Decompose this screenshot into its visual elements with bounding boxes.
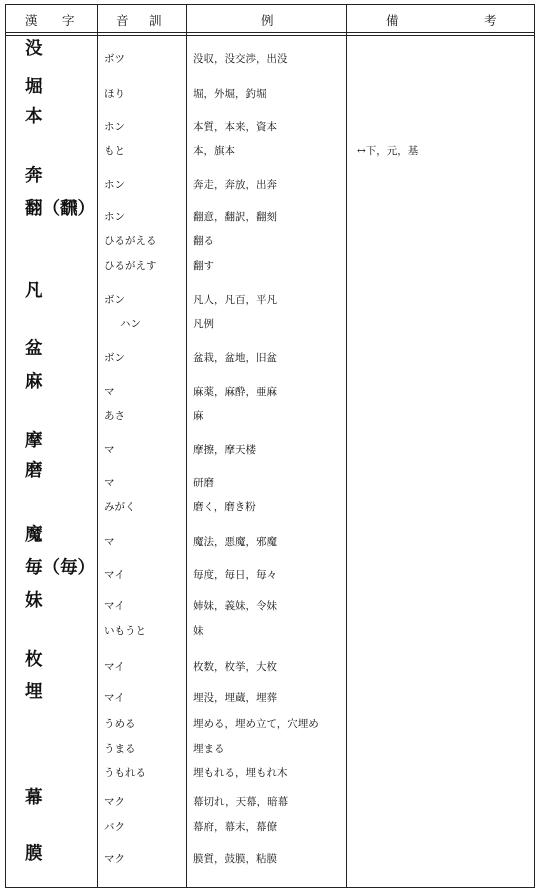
example-cell: 研磨: [193, 477, 214, 489]
reading-cell: マ: [104, 536, 115, 548]
example-cell: 埋没，埋蔵，埋葬: [193, 692, 277, 704]
column-divider-3: [346, 4, 347, 888]
column-divider-2: [186, 4, 187, 888]
example-cell: 翻る: [193, 235, 214, 247]
reading-cell: マク: [104, 796, 125, 808]
kanji-cell: 毎（毎）: [25, 558, 95, 578]
example-cell: 幕切れ，天幕，暗幕: [193, 796, 289, 808]
header-notes-1: 備: [386, 13, 399, 28]
kanji-cell: 妹: [25, 591, 43, 611]
example-cell: 磨く，磨き粉: [193, 501, 256, 513]
kanji-cell: 埋: [25, 682, 43, 702]
example-cell: 麻薬，麻酔，亜麻: [193, 386, 277, 398]
header-kanji-1: 漢: [25, 13, 38, 28]
kanji-cell: 翻（飜）: [25, 199, 95, 219]
kanji-cell: 摩: [25, 431, 43, 451]
header-onkun-1: 音: [116, 13, 129, 28]
kanji-cell: 盆: [25, 339, 43, 359]
header-kanji-2: 字: [62, 13, 75, 28]
kanji-cell: 磨: [25, 461, 43, 481]
reading-cell: あさ: [104, 410, 125, 422]
header-divider-double: [5, 35, 535, 36]
example-cell: 膜質，鼓膜，粘膜: [193, 853, 277, 865]
example-cell: 本，旗本: [193, 145, 235, 157]
kanji-cell: 堀: [25, 77, 43, 97]
example-cell: 堀，外堀，釣堀: [193, 88, 267, 100]
reading-cell: マイ: [104, 661, 125, 673]
example-cell: 本質，本来，資本: [193, 121, 277, 133]
reading-cell: マク: [104, 853, 125, 865]
reading-cell: マイ: [104, 569, 125, 581]
reading-cell: マ: [104, 444, 115, 456]
example-cell: 摩擦，摩天楼: [193, 444, 256, 456]
reading-cell: みがく: [104, 501, 136, 513]
kanji-cell: 枚: [25, 650, 43, 670]
reading-cell: バク: [104, 821, 125, 833]
example-cell: 魔法，悪魔，邪魔: [193, 536, 277, 548]
example-cell: 幕府，幕末，幕僚: [193, 821, 277, 833]
example-cell: 翻す: [193, 260, 214, 272]
reading-cell: ボツ: [104, 53, 125, 65]
reading-cell: マイ: [104, 692, 125, 704]
reading-cell: マ: [104, 386, 115, 398]
reading-cell: ボン: [104, 294, 125, 306]
example-cell: 毎度，毎日，毎々: [193, 569, 277, 581]
example-cell: 凡例: [193, 318, 214, 330]
reading-cell: ホン: [104, 211, 125, 223]
example-cell: 姉妹，義妹，令妹: [193, 600, 277, 612]
example-cell: 盆栽，盆地，旧盆: [193, 352, 277, 364]
example-cell: 凡人，凡百，平凡: [193, 294, 277, 306]
kanji-cell: 没: [25, 39, 43, 59]
table-frame: [5, 4, 535, 888]
kanji-cell: 膜: [25, 844, 43, 864]
reading-cell: マイ: [104, 600, 125, 612]
example-cell: 翻意，翻訳，翻刻: [193, 211, 277, 223]
reading-cell: ハン: [120, 318, 141, 330]
example-cell: 麻: [193, 410, 204, 422]
example-cell: 枚数，枚挙，大枚: [193, 661, 277, 673]
example-cell: 埋める，埋め立て，穴埋め: [193, 718, 319, 730]
kanji-cell: 本: [25, 107, 43, 127]
reading-cell: ホン: [104, 121, 125, 133]
note-cell: ↔下，元，基: [357, 145, 419, 157]
example-cell: 奔走，奔放，出奔: [193, 179, 277, 191]
reading-cell: もと: [104, 145, 125, 157]
header-example: 例: [261, 13, 274, 28]
reading-cell: うもれる: [104, 767, 146, 779]
kanji-cell: 幕: [25, 788, 43, 808]
reading-cell: ホン: [104, 179, 125, 191]
header-divider: [5, 32, 535, 33]
reading-cell: ひるがえる: [104, 235, 157, 247]
header-onkun-2: 訓: [149, 13, 162, 28]
column-divider-1: [97, 4, 98, 888]
reading-cell: うめる: [104, 718, 136, 730]
kanji-cell: 麻: [25, 372, 43, 392]
kanji-cell: 凡: [25, 281, 43, 301]
reading-cell: いもうと: [104, 625, 146, 637]
reading-cell: ひるがえす: [104, 260, 157, 272]
reading-cell: うまる: [104, 743, 136, 755]
example-cell: 埋まる: [193, 743, 225, 755]
example-cell: 没収，没交渉，出没: [193, 53, 288, 65]
example-cell: 埋もれる，埋もれ木: [193, 767, 288, 779]
reading-cell: ほり: [104, 88, 125, 100]
kanji-cell: 魔: [25, 525, 43, 545]
header-notes-2: 考: [484, 13, 497, 28]
reading-cell: マ: [104, 477, 115, 489]
kanji-cell: 奔: [25, 166, 43, 186]
example-cell: 妹: [193, 625, 204, 637]
reading-cell: ボン: [104, 352, 125, 364]
